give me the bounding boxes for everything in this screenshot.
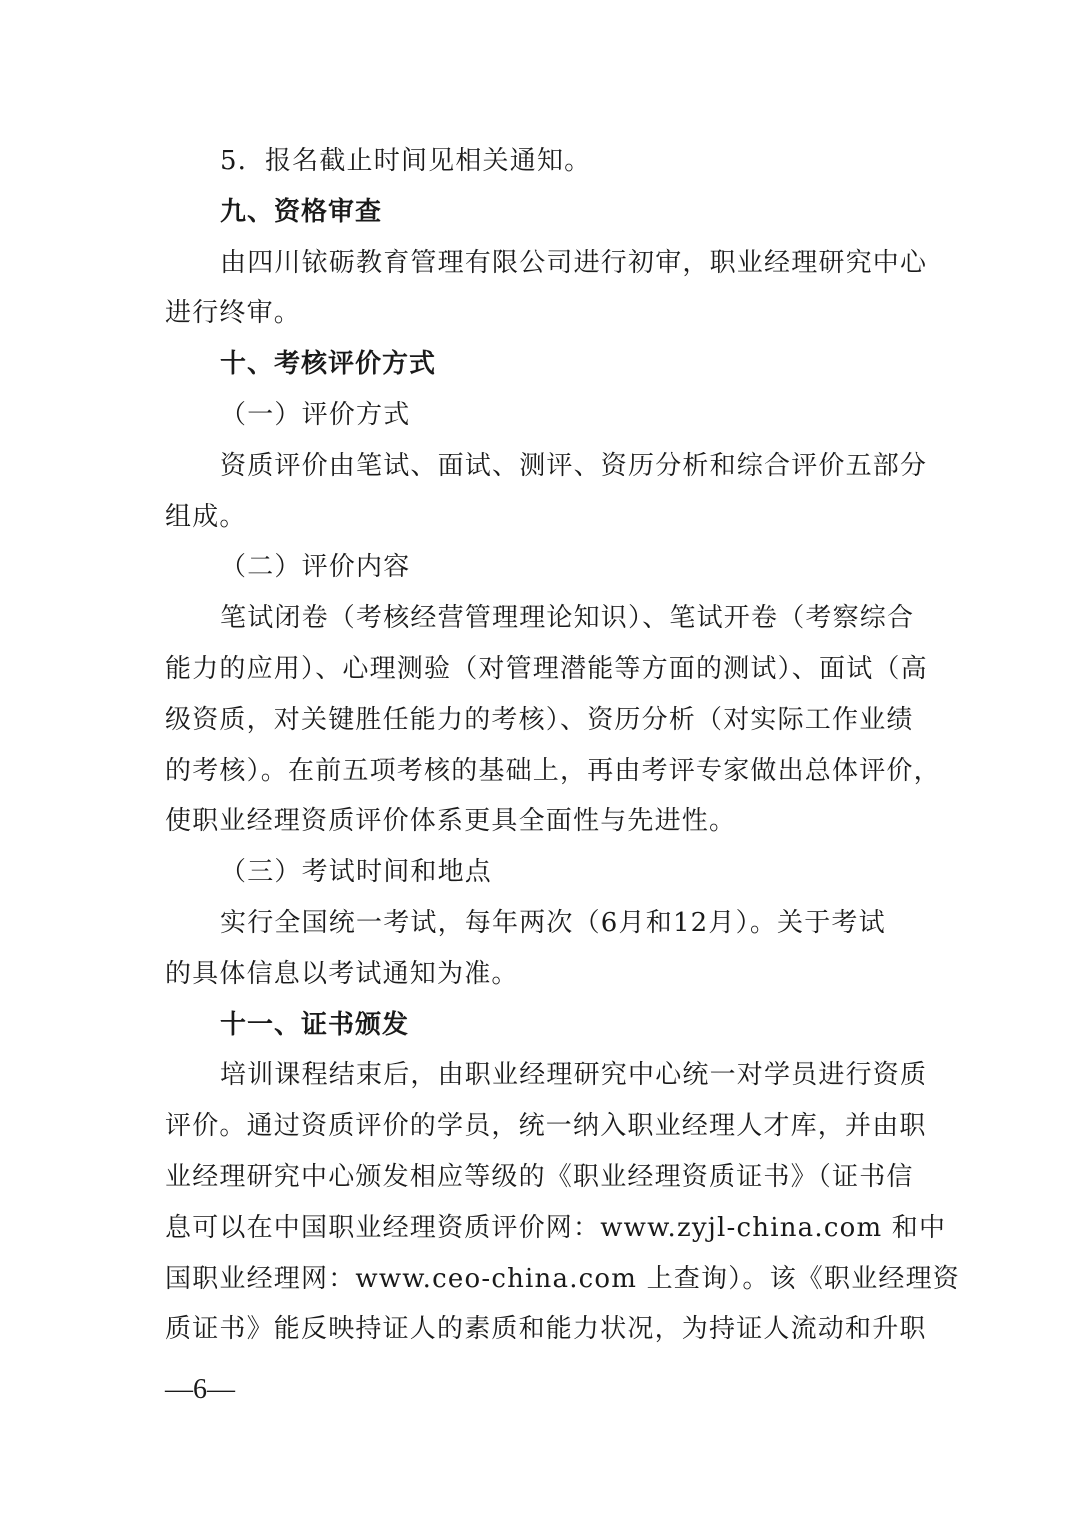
subsection-heading-time-place: （三）考试时间和地点	[220, 857, 493, 888]
paragraph-line-url: 息可以在中国职业经理资质评价网：www.zyjl-china.com 和中	[165, 1212, 947, 1243]
section-heading-qualification-review: 九、资格审查	[220, 196, 383, 227]
paragraph-line: 进行终审。	[165, 298, 302, 329]
paragraph-line: 培训课程结束后，由职业经理研究中心统一对学员进行资质	[220, 1060, 928, 1091]
document-body	[165, 136, 960, 1355]
paragraph-line: 业经理研究中心颁发相应等级的《职业经理资质证书》（证书信	[165, 1161, 914, 1192]
paragraph-line: 组成。	[165, 501, 247, 532]
paragraph-line: 笔试闭卷（考核经营管理理论知识）、笔试开卷（考察综合	[220, 603, 915, 634]
paragraph-line: 资质评价由笔试、面试、测评、资历分析和综合评价五部分	[220, 450, 928, 481]
subsection-heading-method: （一）评价方式	[220, 399, 411, 430]
subsection-heading-content: （二）评价内容	[220, 552, 411, 583]
paragraph-line: 使职业经理资质评价体系更具全面性与先进性。	[165, 806, 737, 837]
paragraph-line: 实行全国统一考试，每年两次（6月和12月）。关于考试	[220, 907, 886, 938]
list-item-deadline: 5．报名截止时间见相关通知。	[220, 146, 592, 176]
paragraph-line-url: 国职业经理网：www.ceo-china.com 上查询）。该《职业经理资	[165, 1263, 960, 1294]
paragraph-line: 由四川铱砺教育管理有限公司进行初审，职业经理研究中心	[220, 247, 928, 278]
paragraph-line: 的考核）。在前五项考核的基础上，再由考评专家做出总体评价，	[165, 755, 941, 786]
paragraph-line: 的具体信息以考试通知为准。	[165, 958, 519, 989]
paragraph-line: 能力的应用）、心理测验（对管理潜能等方面的测试）、面试（高	[165, 653, 928, 684]
paragraph-line: 评价。通过资质评价的学员，统一纳入职业经理人才库，并由职	[165, 1111, 927, 1142]
paragraph-line: 质证书》能反映持证人的素质和能力状况，为持证人流动和升职	[165, 1314, 927, 1345]
paragraph-line: 级资质，对关键胜任能力的考核）、资历分析（对实际工作业绩	[165, 704, 914, 735]
page-number: —6—	[165, 1374, 235, 1405]
section-heading-assessment: 十、考核评价方式	[220, 349, 437, 380]
section-heading-certificate: 十一、证书颁发	[220, 1009, 410, 1040]
